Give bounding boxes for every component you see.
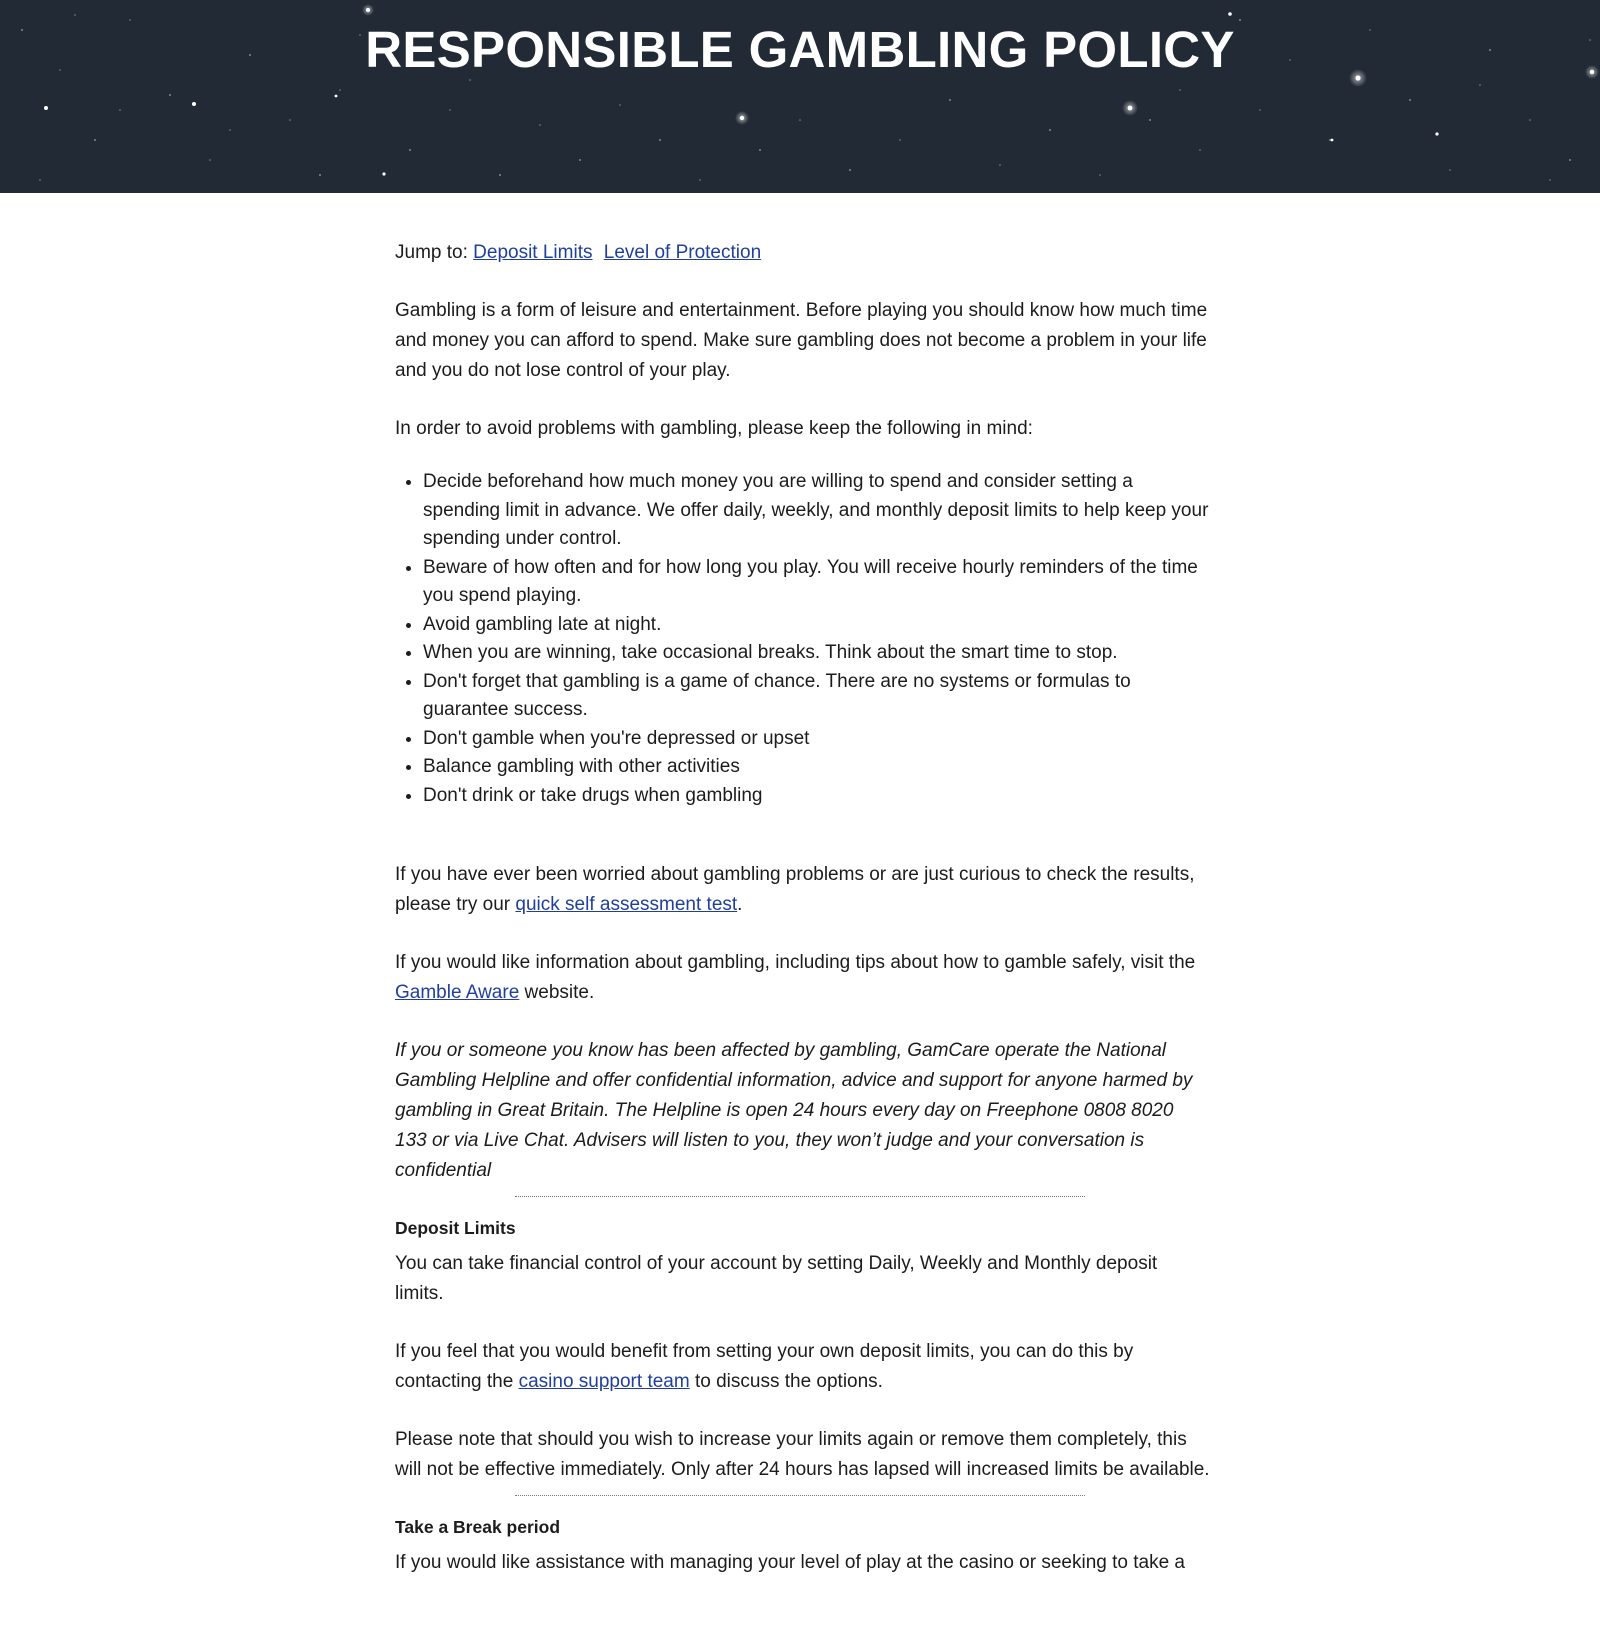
- jump-to-nav: [395, 238, 1210, 268]
- deposit-limits-paragraph-1: You can take financial control of your account by setting Daily, Weekly and Monthly deposit limits.: [395, 1253, 1158, 1304]
- page-header: [0, 0, 1600, 193]
- deposit-limits-paragraph-2: [395, 1337, 1210, 1397]
- deposit-limits-paragraph-3: Please note that should you wish to increase your limits again or remove them completely, this will not be effective immediately. Only after 24 hours has lapsed will increased limits be available.: [395, 1429, 1210, 1480]
- list-item: • Don't forget that gambling is a game of chance. There are no systems or formulas to guarantee success.: [423, 668, 1210, 725]
- list-item: • Decide beforehand how much money you are willing to spend and consider setting a spending limit in advance. We offer daily, weekly, and monthly deposit limits to help keep your spending under control.: [423, 468, 1210, 554]
- list-item: • Balance gambling with other activities: [423, 753, 1210, 782]
- take-break-paragraph-1: If you would like assistance with managing your level of play at the casino or seeking to take a: [395, 1552, 1185, 1573]
- section-divider: [515, 1196, 1085, 1197]
- gamble-aware-link[interactable]: Gamble Aware: [395, 982, 520, 1003]
- jump-link-level-of-protection[interactable]: Level of Protection: [603, 242, 762, 263]
- deposit-limits-heading: Deposit Limits: [395, 1218, 516, 1238]
- self-assessment-text: If you have ever been worried about gambling problems or are just curious to check the results, please try our: [395, 864, 1195, 915]
- section-divider: [515, 1495, 1085, 1496]
- deposit-limits-text: If you feel that you would benefit from setting your own deposit limits, you can do this by contacting the: [395, 1341, 1134, 1392]
- gamble-aware-text: If you would like information about gambling, including tips about how to gamble safely, visit the: [395, 952, 1196, 973]
- casino-support-link[interactable]: casino support team: [518, 1371, 690, 1392]
- take-break-heading: Take a Break period: [395, 1517, 561, 1537]
- list-item: • Beware of how often and for how long you play. You will receive hourly reminders of the time you spend playing.: [423, 554, 1210, 611]
- policy-content: [395, 238, 1210, 1606]
- intro-paragraph: Gambling is a form of leisure and entertainment. Before playing you should know how much time and money you can afford to spend. Make sure gambling does not become a problem in your life and you do not lose control of your play.: [395, 300, 1208, 381]
- jump-link-deposit-limits[interactable]: Deposit Limits: [473, 242, 593, 263]
- gamcare-paragraph: If you or someone you know has been affected by gambling, GamCare operate the National Gambling Helpline and offer confidential information, advice and support for anyone harmed by gambling in Great Britain. The Helpline is open 24 hours every day on Freephone 0808 8020 133 or via Live Chat. Advisers will listen to you, they won’t judge and your conversation is confidential: [395, 1040, 1193, 1181]
- tips-list: [395, 468, 1210, 810]
- self-assessment-link[interactable]: quick self assessment test: [515, 894, 738, 915]
- list-item: • Avoid gambling late at night.: [423, 611, 1210, 640]
- list-item: • Don't gamble when you're depressed or upset: [423, 725, 1210, 754]
- jump-to-label: Jump to:: [395, 242, 468, 263]
- deposit-limits-text-end: to discuss the options.: [689, 1371, 883, 1392]
- tips-intro: In order to avoid problems with gambling, please keep the following in mind:: [395, 418, 1033, 439]
- page-title: RESPONSIBLE GAMBLING POLICY: [365, 21, 1235, 78]
- list-item: • When you are winning, take occasional breaks. Think about the smart time to stop.: [423, 639, 1210, 668]
- self-assessment-text-end: .: [737, 894, 743, 915]
- self-assessment-paragraph: [395, 860, 1210, 920]
- list-item: • Don't drink or take drugs when gambling: [423, 782, 1210, 811]
- gamble-aware-paragraph: [395, 948, 1210, 1008]
- gamble-aware-text-end: website.: [519, 982, 595, 1003]
